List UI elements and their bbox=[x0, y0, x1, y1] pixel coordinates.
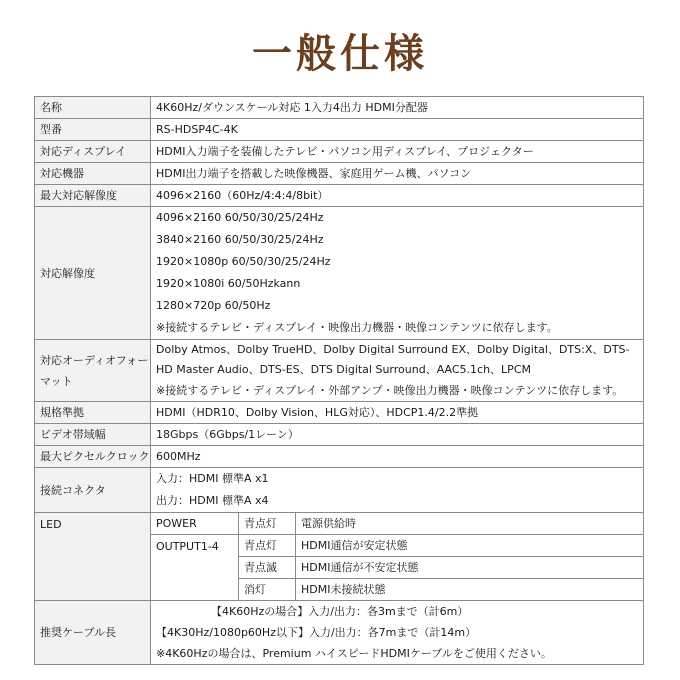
connector-input: 入力：HDMI 標準A x1 bbox=[156, 472, 269, 485]
row-value: HDMI（HDR10、Dolby Vision、HLG対応）、HDCP1.4/2.2準拠 bbox=[151, 402, 644, 424]
row-value: HDMI入力端子を装備したテレビ・パソコン用ディスプレイ、プロジェクター bbox=[151, 141, 644, 163]
table-row bbox=[35, 185, 644, 207]
cable-4k30: 【4K30Hz/1080p60Hz以下】入力/出力：各7mまで（計14m） bbox=[156, 626, 477, 639]
led-power-name: POWER bbox=[151, 513, 239, 535]
row-label: 名称 bbox=[35, 97, 151, 119]
resolution-line: 1280×720p 60/50Hz bbox=[156, 299, 271, 312]
table-row bbox=[35, 97, 644, 119]
cable-note: ※4K60Hzの場合は、Premium ハイスピードHDMIケーブルをご使用ください。 bbox=[156, 647, 552, 660]
row-label: 対応ディスプレイ bbox=[35, 141, 151, 163]
led-meaning: HDMI通信が不安定状態 bbox=[296, 557, 644, 579]
table-row bbox=[35, 601, 644, 665]
audio-note: ※接続するテレビ・ディスプレイ・外部アンプ・映像出力機器・映像コンテンツに依存します。 bbox=[156, 384, 624, 397]
row-value: 4096×2160（60Hz/4:4:4/8bit） bbox=[151, 185, 644, 207]
row-value bbox=[151, 207, 644, 340]
led-state: 青点灯 bbox=[239, 513, 296, 535]
row-label: 対応解像度 bbox=[35, 207, 151, 340]
led-state: 消灯 bbox=[239, 579, 296, 601]
table-row bbox=[35, 119, 644, 141]
row-value: 18Gbps（6Gbps/1レーン） bbox=[151, 424, 644, 446]
resolution-line: 4096×2160 60/50/30/25/24Hz bbox=[156, 211, 324, 224]
connector-output: 出力：HDMI 標準A x4 bbox=[156, 494, 269, 507]
row-value: HDMI出力端子を搭載した映像機器、家庭用ゲーム機、パソコン bbox=[151, 163, 644, 185]
resolution-line: 1920×1080p 60/50/30/25/24Hz bbox=[156, 255, 331, 268]
cable-4k60: 【4K60Hzの場合】入力/出力：各3mまで（計6m） bbox=[211, 605, 469, 618]
row-label: 最大ピクセルクロック bbox=[35, 446, 151, 468]
spec-table bbox=[34, 96, 644, 665]
row-label: LED bbox=[35, 513, 151, 601]
led-output-name: OUTPUT1-4 bbox=[151, 535, 239, 601]
led-state: 青点滅 bbox=[239, 557, 296, 579]
led-meaning: 電源供給時 bbox=[296, 513, 644, 535]
row-label: 規格準拠 bbox=[35, 402, 151, 424]
table-row bbox=[35, 513, 644, 535]
row-label: 型番 bbox=[35, 119, 151, 141]
resolution-note: ※接続するテレビ・ディスプレイ・映像出力機器・映像コンテンツに依存します。 bbox=[156, 321, 558, 334]
table-row bbox=[35, 424, 644, 446]
row-label: 最大対応解像度 bbox=[35, 185, 151, 207]
row-value: RS-HDSP4C-4K bbox=[151, 119, 644, 141]
row-value bbox=[151, 340, 644, 402]
table-row bbox=[35, 163, 644, 185]
led-meaning: HDMI通信が安定状態 bbox=[296, 535, 644, 557]
table-row bbox=[35, 141, 644, 163]
led-meaning: HDMI未接続状態 bbox=[296, 579, 644, 601]
row-value bbox=[151, 601, 644, 665]
led-state: 青点灯 bbox=[239, 535, 296, 557]
row-label: ビデオ帯域幅 bbox=[35, 424, 151, 446]
page-title: 一般仕様 bbox=[252, 31, 428, 77]
table-row bbox=[35, 468, 644, 513]
row-value: 4K60Hz/ダウンスケール対応 1入力4出力 HDMI分配器 bbox=[151, 97, 644, 119]
resolution-line: 1920×1080i 60/50Hzkann bbox=[156, 277, 301, 290]
row-label: 対応オーディオフォーマット bbox=[35, 340, 151, 402]
table-row bbox=[35, 446, 644, 468]
row-label: 対応機器 bbox=[35, 163, 151, 185]
table-row bbox=[35, 207, 644, 340]
row-value bbox=[151, 468, 644, 513]
row-label: 推奨ケーブル長 bbox=[35, 601, 151, 665]
table-row bbox=[35, 340, 644, 402]
resolution-line: 3840×2160 60/50/30/25/24Hz bbox=[156, 233, 324, 246]
audio-formats: Dolby Atmos、Dolby TrueHD、Dolby Digital Surround EX、Dolby Digital、DTS:X、DTS-HD Master Audio、DTS-ES、DTS Digital Surround、AAC5.1ch、LPCM bbox=[156, 343, 630, 376]
row-label: 接続コネクタ bbox=[35, 468, 151, 513]
row-value: 600MHz bbox=[151, 446, 644, 468]
table-row bbox=[35, 402, 644, 424]
